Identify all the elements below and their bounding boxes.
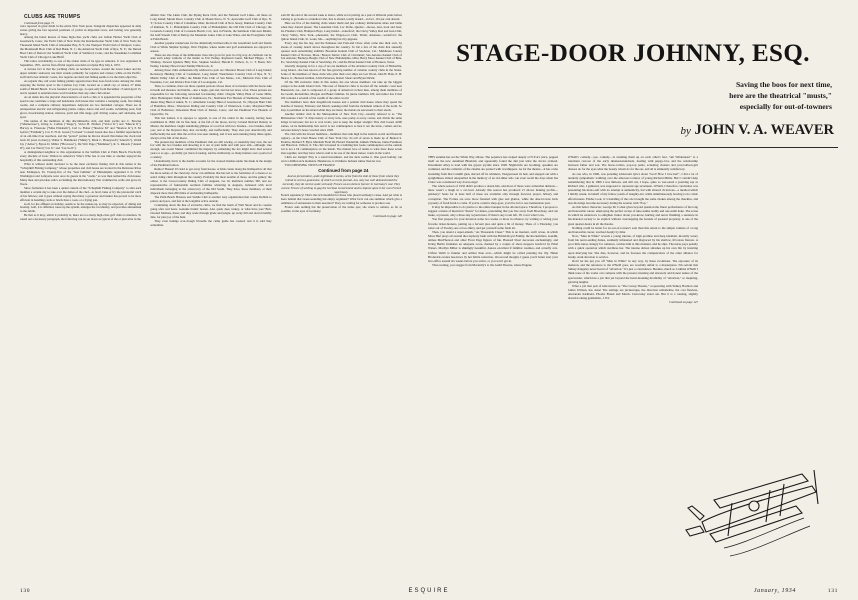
- body-paragraph: TWO OPPOSING VIEWS OF FRANCE: [284, 163, 336, 168]
- deck-line-1: Saving the boos for next time,: [735, 80, 832, 89]
- body-paragraph: France asks nothing but the preservation of the status quo; she wants to remain, as far as possible, in the eyes of Germany.: [280, 204, 402, 213]
- body-paragraph: Another popular rendezvous for the athletically inclined elite is the Greenbrier Golf and Tennis Club at White Sulphur Springs, West Virginia, where tennis and golf tournaments are enjoyed in season.: [150, 40, 272, 53]
- body-paragraph: Continuing down the line of exclusive clubs, we find the beam of Wall Street and its cousins going after real bears. Genuine bruins' beaten. Also quail, deer, turkey, or what have you? Bob-blooded Molians, these; and they wade through glade and jungle, up rocky hill and down brambly dale, for pure joy of the hunt.: [150, 202, 272, 219]
- issue-date: January, 1934: [753, 588, 796, 594]
- body-paragraph: A curious fact is that the yachting clubs on northern waters, around the Great Lakes and the upper Atlantic seaboard, use their vessels primarily for regattas and cruises; while on the Pacific, Gulf and lower Atlantic coasts, few regattas are held and fishing seems to be the main objective.: [20, 67, 142, 80]
- magazine-name: ESQUIRE: [408, 588, 450, 594]
- spread-body: [20, 14, 838, 574]
- second-article-headline: Continued from page 24: [318, 168, 369, 174]
- right-folio: 131: [827, 588, 838, 594]
- body-paragraph: This last named, it is apropos to append, is one of the oldest in the country, having been established in 1840. On its fine hunt, at the fall of the moon, led by Colonel Richard Dulany as Master, the members caught tantalizing glimpse of a red fox with two brushes—two brushes, mind you; and at the Reynard they shot excitedly, and ineffectually. They shot just anarchically and ineffectually the next time the red fox was seen running, and it was seen running many times again, always at the full of the moon.: [150, 115, 272, 140]
- page-title: STAGE-DOOR JOHNNY, ESQ.: [456, 40, 810, 67]
- body-paragraph: It may be impossible to do justice to the entire banquet in the allotted space. Therefore, I propose to suggest a menu of theatrical "musts" for males, pretending that you live away from Broadway, and can make, at present, only a three-day sojourn here. If there's any room left, I'll cover what I can.: [428, 204, 558, 218]
- deck-line-3: especially for out-of-towners: [739, 102, 832, 111]
- body-paragraph: As one who, in 1906, was parading adolescent lyrics about "God! How I love her!", I did a lot of tenderly sympathetic writhing over the amorous tortures of young Richard Miller. But I couldn't help remembering that in 1906 I was thirteen, and still not, I hope, quite so wet-eared a yearning sap as Richard who, I gathered, was supposed to represent age seventeen. O'Neill, I therefore concluded, was presenting his mono-self with no attempt at authenticity, but with shrewd victorious—a method which I mildly resent, in behalf of my fellow-youth of naughty-six, while simultaneously bowing to its comic effectiveness. Elisha Cook, Jr.'s handling of the role brought me some chokes among the chuckles, and non-blowings become necessary during his session with "Pop.": [568, 171, 698, 205]
- body-paragraph: They even indulge scot-clough bivouths the camp guide has cooked; and it is said they sometimes: [150, 218, 272, 227]
- body-paragraph: Now, "Men in White" reveals a young interne, of high promise and deep idealism, mortally weary from his never-ending duties, suddenly infatuated and disgraced by his shallow, frivolous fiancée. A poor little nurse, hungry for romance, catches him at this moment, and he slips. The nurse pays penalty with a quick operation which sterilizes her. The interne almost smashes up his own life by insisting upon marrying her. She dies, however, and he foresees the compunctions of the other alliance for honky, stark devotion to service.: [568, 233, 698, 259]
- body-paragraph: Be that as it may, which it probably is, there are too many high-class golf clubs to mention. To round out a necessary paragraph, the following can be set down as typical of the or plus ultra in the: [20, 213, 142, 222]
- left-page-columns: [20, 14, 402, 552]
- body-paragraph: As regards this, salt water fishing plainly appeals more than does fresh water. Among the clubs enjoying the former sport is the Catalina Cay Club, located on a small cay, or island, 27 miles south of Miami Beach. It was founded 14 years ago, is open only from December 15 until April 15, and is reputed to entertain more world notables than any other club extant.: [20, 78, 142, 95]
- body-paragraph: French supremacy! That's the rich mouthful for those who plead Germany's cause. And yet what is there behind that sweet-sounding but empty argument? What facts can one summon which give a semblance of seriousness to their assertion? They are waiting for someone to produce one.: [280, 192, 402, 205]
- right-page-columns: [428, 155, 838, 590]
- right-column-2: [568, 155, 698, 590]
- article-deck: [428, 79, 838, 112]
- left-column-2: [150, 14, 271, 552]
- body-paragraph: Don't let me put you off "Men in White" in any way, by these evolutions. The exposure of its skeleton, and the reference to the O'Neill goes, are woefully unfair to a masterpiece. I'm certain that Sidney Kingsley never heard of "Abortion." It's just a coincidence. Besides, much as I admire O'Neill I think none of his works can compare with the present arresting and sincerely and honest nature of the spectacular, which has a job that yet beyond the heart-breaking morbidity of "Abortion," so inspiring, glowing heights.: [568, 258, 698, 284]
- continued-on-line: Continued on page 140: [373, 213, 402, 218]
- lede-paragraph: THIS autumn has set the White Way ablaze. The populace has swiped deeply at N.Y.A's juice, pepped itself on the new autumnal Bluebird, and apparently found the diet just what the doctor ordered. Investment Alley is loud with the gayest joyride since 1928. Nightclubs are booming, speakies are crammed, and the cellarists of the cinema are packed with worshippers. As for the theatre—it has come bounding from that Catskill glen, shaved off its whiskers, b'keypressed its hair, and stepped out with a sprightliness almost unequalled in the memory of an old-timer who can even recall the days when Ina Claire was considered way down-stage!: [428, 155, 558, 184]
- body-paragraph: athletic line: The Links Club, the Piping Rock Club, and the National Golf Links—all these on Long Island; Mount Kisco Country Club of Mount Kisco, N. Y.; Apawamis Golf Club of Rye, N. Y.; Scioto Country Club of Columbus, Ohio; the Knoll Club of New Jersey; Rumson Country Club of Rumson, N. J.; Philadelphia Country Club of Philadelphia; the Old Elm Club of Chicago; the Coronado Country Club of Coronado Beach, Cal.; and, in Florida, the Seminole Club near Miami, the Gulf Stream Club at Delray, the Mountain Lakes Club at Lake Wales, and the Everglades Club at Palm Beach.: [150, 14, 272, 41]
- body-paragraph: Rumor! Honest! It's hard to get away from horses. A brisk canter along the bridlepath is all that the more sedate of the chevrony clever can ambition that has led to the formation of a dozen or so select riding clubs throughout the country. Probably the most notable of these, and the gamey: the oldest, is the Cross-Country Riding Club of Augusta, Ga. Its members number 300, and are representative of fashionable northern families wintering in Augusta, bolstered with local individuals belonging to the aristocracy of the Old South. They have, these members, at their disposal more than 200 miles of enchanting bridlepaths.: [150, 167, 272, 195]
- body-paragraph: That evening, you stagger from Moriarity's to the Guild Theatre, where Eugene: [432, 263, 532, 268]
- body-paragraph: Literally dropping in for a cup of tea are members of the Aviation Country Club of Hicksville, Long Island—the best known of the fast-growing number of aviation country clubs in the States. Some of the members of these clubs who pilot their own ships are Gar Wood, John H. Hale, E. H. Hearst, Jr., Bernard Gimbel, Alvin Patterson, Robert Stuart and Bryan DuVal.: [280, 64, 402, 81]
- right-column-1: [428, 155, 558, 590]
- body-paragraph: The members have their magnificent houses and a palatial club house where they spend the months of January, February and March, seeking relief from the inclement winters of the north. So may is permitted on the island while they are there; the maids are surcessant to their snarls.: [280, 99, 402, 112]
- body-paragraph: Among those clubs enthusiastically addicted to polo are: Meadow Brook Club of Long Island; Rockaway Hunting Club of Cedarhurst, Long Island; Westchester Country Club of Rye, N. Y.; Miami Valley Club of Ohio; the Miami Polo Club of San Mateo, Cal.; Midwick Polo Club of Pasadena, Cal.; and Riviera Polo Club of Los Angeles, Cal.: [150, 68, 272, 85]
- body-paragraph: What is without doubt declared to be the most exclusive fishing club in this nation is the "Schuylkill Fishing Company," whose properties and club house are located in the Delaware River near Eddington, Pa. Twenty-five of the "best families" of Philadelphia organized it in 1732. Washington and Lafayette were once its guests in the "castle," as was then termed the club-house. Many men and priceless relics acclaiming the Revolutionary War crammed its walls and grace its floors.: [20, 161, 142, 186]
- body-paragraph: The names of the members of this discriminative club, and their yachts are: C. Bowder ("Mannerwee"), Irving A. Collins ("Tango"), Victor H. Ehrhart ("Victor K") and "Muscle II"), Harvey A. Firestone ("Miss Elizabeth"), Carl G. Fisher ("Shadow M" and "Shadow K"), P. M. Gefart ("Fairhulk"), Col. E. H. R. Green ("Colonel" Colonel Green also has a faithful reproduction of an old-time river steerboat, and the "period" parties he throws aboard this makes the clock turn back 20 years in merry), Walter S. Hammond ("Mirny"), Mark C. Honeywell ("Altervix"), Walsh Jay ("Adios"), Byron D. Miller ("Brown-ie"), Du Witt Page ("Mammee"), R. S. Rhoads ("Anand II"), and Car Ward ("Car Jr." and "Car-So II").: [20, 118, 142, 151]
- body-paragraph: The Palm Beach Harness and Saddle Club is another tony organization that causes Dobbin to prance and pace, and feet at the longtime active outside.: [150, 194, 272, 203]
- body-paragraph: Since formation it has been a quaint custom of the "Schuylkill Fishing Company" to allot each member a certain day to take over the duties of the chef—to broil, bake or fry the piscatorial catch of his fellows; and it goes without saying that many a governor and banker has proved to be more efficient in handling cards or briefs than a cook, or a frying pan.: [20, 185, 142, 202]
- body-paragraph: The present-day members of the Piedmont club are still sawing, or staunchly they aver, the red fox with the two brushes and shooting at it out of pain habit and with poor aim—although, true enough, one recent Master committed the majesty by remarking the fox might have died several years or so ago—probably got tired of teasing, said he stubbornly, so many hunters over a period of a century.: [150, 139, 272, 160]
- body-paragraph: Here are five of the hunting clubs where multi and just ordinary millionaires share and bathe when they darned please: The Lauentian Club, Lac Perlie, Quebec—moose, deer, trout and bass; the Flanders Club, Hampton Bays, Long Island—waterfowl; the Chevy Valley Rod and Gun Club, Chevy Valley, New York—pheasants; the Wagon-oca Club, Yuriel, Arkansas—waterfowl; the Quiver Island Club, St. Louis, Mo.—anything but city-pigeons.: [280, 20, 402, 41]
- deck-line-2: here are the theatrical "musts,": [729, 91, 832, 100]
- body-paragraph: Then, you attend a super-smash, "As Thousands Cheer." This is an insolent, swift revue, in which Moss Hart plays all around the raspberry bush with the British Royal Family, the Rockefellers, Gandhi, Aimee MacPherson and other Front Page figures of fun. Hassard Short decorates enchantingly, and Irving Berlin furnishes an adequate score, marked by a couple of show-stoppers hotcha'd by Ethel Waters. Marilyn Miller is shiningly beautiful, dances excellent if familiar routines, and actually acts. Clifton Webb is funnier and subtler than ever—which might be called painting the lily. Helen Broderick evokes hee-haws by her brittle sadaction. On second thought, I guess you'd better start your box-office assault six weeks before you arrive, or you won't get in.: [428, 229, 558, 263]
- body-paragraph: Of the 300 exclusive clubs in this nation, the one whose members can take up the biggest jackpot is the Adult Island Club. This nest of financial clubs is located off the Atlantic coast near Brunswick, Ga., and is composed of a group of America's richest men, among them members of the Gould, Rockefeller, Morgan and Baker families. Its junior numbers 100, and rumor has it that 100 contains a seventh of the wealth of the entire world.: [280, 80, 402, 101]
- continued-on-line: Continued on page 147: [669, 300, 698, 305]
- body-paragraph: Golf, for the affluent on holiday, seems to be the runner-up, as may be expected, of dining and boating. Golf, it is affirmed, tones up the system, enlarges the vocabulary, and provides amusement to the subtle.: [20, 201, 142, 214]
- body-paragraph: Every dog has his day, and the Pekinese and Pom-and Chow often come into their own, by means of swanky bench shows throughout the country. To list a few of the clubs that annually sponsor such entertaining exhibits: Brookton Kennel Club of Stockton, Cal.; Middlesex County Kennel Club of Newton, Mass.; Boston Terrier Club of Cincinnati; San Antonio Kennel Club of San Antonio; Buckeye Beagle Club of New Philadelphia, Ohio; Berry Moor Kennel Club of Bala, Pa.; Sewickley Kennel Club of Sewickley, Pa.; and the Dixie Kennel Club of Houston, Texas.: [280, 40, 402, 65]
- body-paragraph: What a job that pair of kids knows as "The Group Theatre," cooperating with Sidney Harmon and James Ullman, has done! The settings are picturesque, the direction remarkable, the cast flawless, Alexander Kirkland, Phoebe Brand and Morris Carnovsky stand out. But it is a rousing, slightly absurd-looking gentleman, J. Ed-: [568, 283, 698, 301]
- left-column-3: [281, 14, 402, 552]
- body-paragraph: Clubs are trumps! Play is a suard investment, and the deck realise it. One good holiday can avert a million sick moments. Henderson, is it hitherto luckiest rumor than he wot.: [280, 155, 402, 164]
- body-paragraph: As an index into the physical characteristics of such a club, it is appended the properties of the special one constitute a large and handsome club house that contains a lounging room, five dining rooms, and a complete culinary department. Adjacent are two furnished cottages. There are in juxtaposition electric and refrigerating plants, ramps, dance and surf rooms, swimming pool, fruit grove, broadcasting station, wharves, pavil and rifle range, golf driving course, surf airdrome, and sport.: [20, 94, 142, 119]
- body-paragraph: Then, to continue, there are those opulent persons whose ideas of recreation with the horse take in heath and meadow and hurdle—also a bugle, gun and, last but not least, a fox. These persons are responsible for the following renowned fox-hunting clubs: Chagrin Valley Hunt of Gates Mills, Ohio; Huntingdon Valley Hunt of Jenkintown, Pa.; Shelburne Fox Hounds of Shelburne, Vermont; Aiken Drag Hunt of Aiken, N. C.; Albemarle County Hunt of Greenwood, Va.; Myopia Hunt Club of Hamilton, Mass.; Watertown Riding and Country Club of Watertown, Conn.; Maryland Hunt Club of Baltimore; Onwentsia Hunt Club of Darien, Conn.; and the Piedmont Fox Hounds of Upperville, Va.: [150, 84, 272, 116]
- body-paragraph: Another similar club in the Metropolitan of New York City—usually referred to as "The Millionaires Club." It drips luxury at every turn, uses pomp at every corner, and divide the same things in between; but not to wax ironic, just to keep the ledger straight: This club boasts 4,000 names, on its membership lists and it is not commonplace to hear it not the turns, comers and in-between luxury's been crowded since 1828.: [280, 111, 402, 132]
- article-headline: CLUBS ARE TRUMPS: [24, 14, 81, 20]
- body-paragraph: You first prepare for your invasion some two weeks or more in advance, by writing or wiring your favorite ticket-brokers, putting up a fervent plea and quite a bit of money. Then, of a Thursday, you totter out of Twenty-one at two-thirty, and get yourself some fresh air.: [428, 217, 558, 230]
- byline-author-name: JOHN V. A. WEAVER: [694, 122, 834, 138]
- page-gutter: [412, 14, 428, 574]
- left-folio: 130: [20, 588, 31, 594]
- body-paragraph: The whole season of 1932 didn't produce a dozen hits, and most of those were somewhat dubious—there wasn't a laugh in a car-load. Already this season has produced 15 shows making profits—pulckery? Seats for at least half of these are available only through forward, prayer, bribery and corruption. The Forties are once more frenzied with glee and glamor, while the dear-browns back joyously of fresh fresh to come. If you're a native shop-goer, you'd be in for one tremendous year.: [428, 184, 558, 205]
- right-page: [428, 14, 838, 574]
- body-paragraph: were reported in great detail in the entire New York press. Telegram dispatches appeared in daily extras giving the fast reported positions of yachts in important races, and betting was generally heavy.: [20, 23, 142, 36]
- page-footer: [20, 582, 838, 594]
- body-paragraph: O'Neill's comedy—yes, comedy—is standing them up on each other's feet. "Ah Wilderness!" is a trenchant cartoon of the early nineteen-hundreds, dealing with puppy-love and the relationship between father and son. The horse-collars, pop-top pants, actuating clusters and post-Gibson-girl dresses do for the eyes what the beauty whom do for the ear, and all is eminently satisfactory.: [568, 155, 698, 172]
- body-paragraph: Among the better known of these high-class yacht clubs are: Indian Harbor Yacht Club of Greenwich, Conn.; the Yacht Club of New York; the Knickerbocker Yacht Club of New York; the Thousand Island Yacht Club of Alexander Bay, N. Y.; the Westport Yacht Club of Westport, Conn.; the Monmouth Boat Club of Red Bank, N. J.; the American Yacht Club of Rye, N. Y.; the Detroit Boat Club of Detroit; the Stamford Yacht Club of Stamford, Conn.; and the Susanhaka Corinthian Yacht Club of Chicago's Lake Bluff.: [20, 35, 142, 60]
- body-paragraph: A distinguished neighbor to this organization is the Sailfish Club at Palm Beach. Practically every disciple of Isaac Walton in America's Who's Who has at one time or another enjoyed the hospitality of this outstanding club.: [20, 150, 142, 163]
- body-paragraph: There are also those of the millionaire class who go in for polo in a big way. At clubdom can be seen such adept winfolio of the mallet as Eric Pedley, Raymond Guest, Michael Phipps, J. H. Whitney, Stewart Iglehart, Billy Post, Stephen Sanford, Harold E. Talbott, Jr., C. T. Boutt, Eric Pedley, Lindsey Howard and Tommy Hitchcock, Jr.: [150, 52, 272, 69]
- byline: [428, 122, 838, 139]
- left-page: [20, 14, 412, 574]
- byline-by-word: by: [680, 125, 691, 137]
- body-paragraph: As this better character, George M. Cohan gives beyond question the finest performance of his long and honorable career, employing the perfect recipe of nine-tenths reality and one-tenth hoke. The scene in which he endeavors to enlighten Junior about you-know, hurting and never finishing a sentence in his manatal society to be explicit without overstepping the bounds of parental propriety, is one of the great quarter-hours in all the theatre.: [568, 204, 698, 226]
- body-paragraph: The club with the fewest members—members that rank high in the nation's social and financial registry—is the Chart House Club of New York City. Its roll of seven is made up of Benton S. Prentice, Richard F. Byrd, Marshall Field III, Harold Vanderbilt, Almeric Hebreus, James Fenimore and Harold A. Talbott, Jr. The club is housed in a building that looks commonplace on the outside but is not a bit commonplace on the inside. The mutual love of tennis is what drew these seven men together, and they have what is said to be one of the finest indoor courts in the world.: [280, 131, 402, 156]
- body-paragraph: This latter, incidentally, is one of the oldest clubs of its type in America. It was organized in September, 1871, and its first official regatta was held on Oyster Bay July 4, 1872.: [20, 59, 142, 68]
- second-article-continued-line: And as preventative, quite legitimate it seems, arise from the side of those from whom they intend to wrest a guarantee, of which a recent journal, too, only too well demonstrated the necessity, they do receive quite seriously France as an ubela is forever in Germany's war. They accuse France of wishing to gag the German Government and to impose upon it her own French supremacy.: [281, 173, 402, 194]
- left-column-1: [20, 14, 141, 552]
- body-paragraph: Undoubtedly, but it is the double accounts for the creased brushes under the mask in the design of the Piedmont button.: [150, 159, 272, 168]
- title-rule: [428, 147, 838, 148]
- body-paragraph: Nothing could be better for an out-of-towner's soul than this return to the simple vanities of a long and honorable career, touched deeply by time.: [568, 225, 698, 234]
- body-paragraph: wait till the end of the second week to shave, while as far parting on a pair of different pants before barking to go home to a hundred valet, that is absurd, totally absurd—in fact, 101 per cent absurd.: [280, 14, 402, 21]
- continued-from-line: Continued from page 71: [24, 20, 55, 25]
